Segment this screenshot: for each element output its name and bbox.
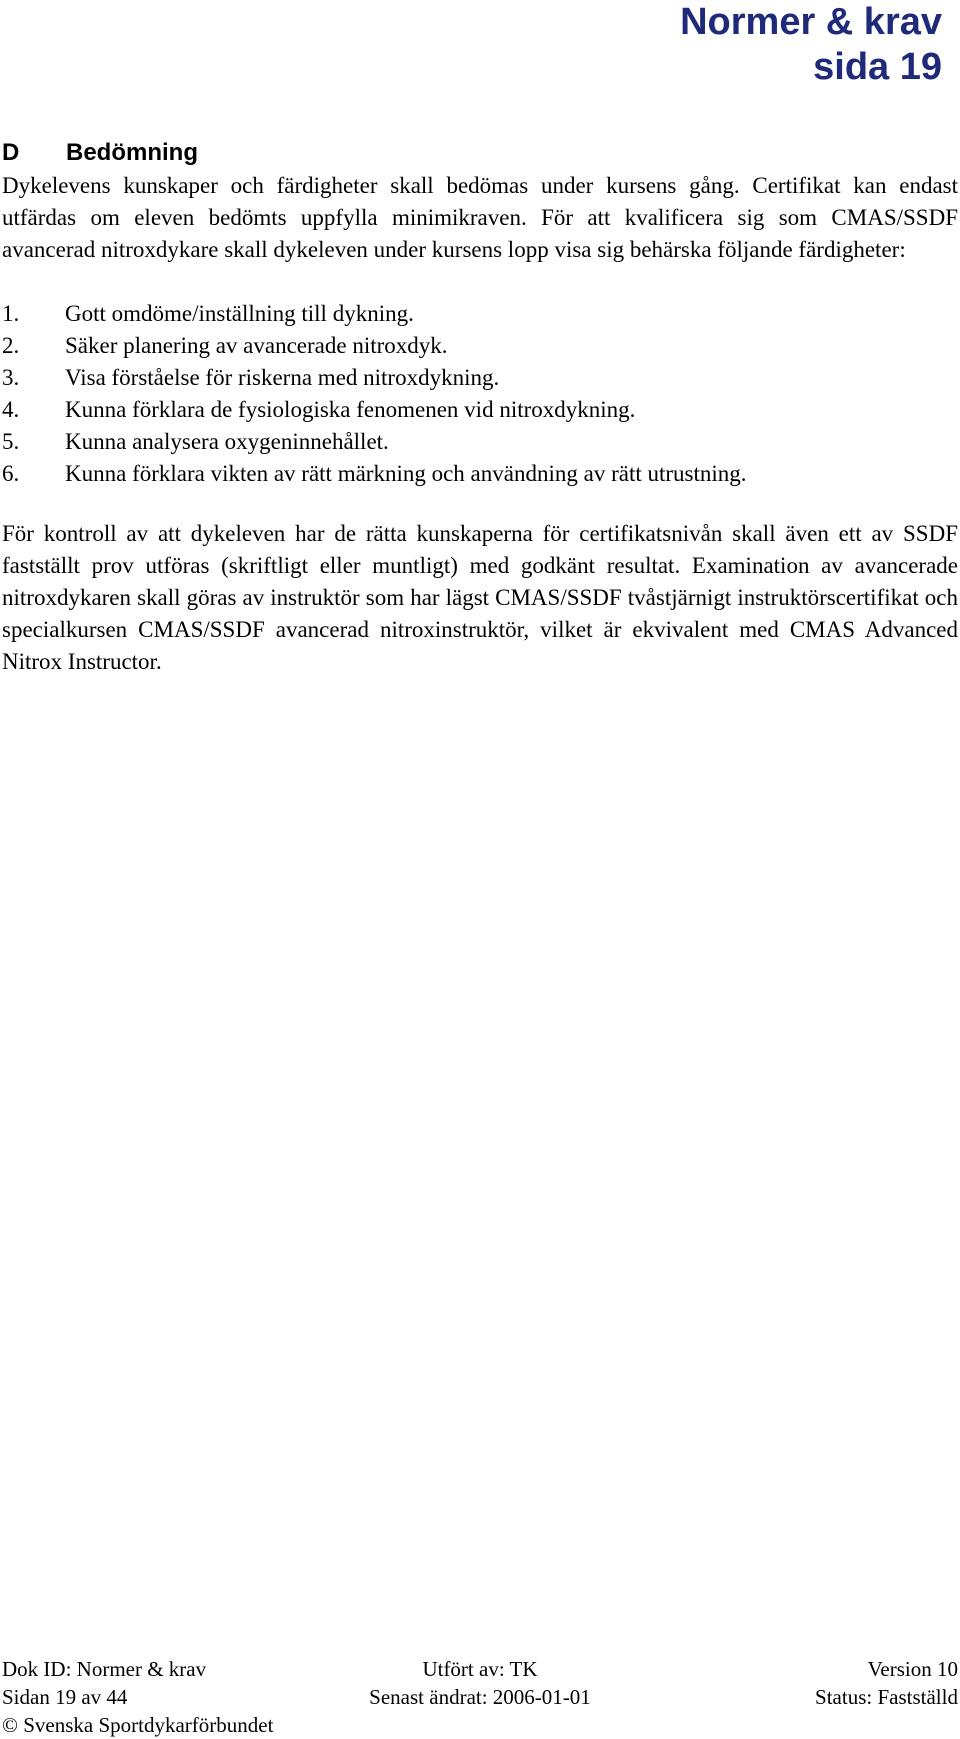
section-title: Bedömning <box>66 139 198 166</box>
list-item-number: 4. <box>2 397 20 422</box>
list-item-text: Visa förståelse för riskerna med nitroxdykning. <box>65 365 500 390</box>
list-item-number: 1. <box>2 301 20 326</box>
footer-row-2 <box>2 1683 958 1711</box>
footer-page: Sidan 19 av 44 <box>2 1685 128 1709</box>
list-item-text: Kunna förklara de fysiologiska fenomenen vid nitroxdykning. <box>65 397 636 422</box>
header-document-title: Normer & krav <box>680 1 942 43</box>
footer-performed-by: Utfört av: TK <box>422 1657 538 1681</box>
list-item-text: Kunna förklara vikten av rätt märkning och användning av rätt utrustning. <box>65 461 747 486</box>
footer-row-3 <box>2 1711 958 1739</box>
list-item <box>2 298 958 330</box>
section-heading <box>2 138 198 168</box>
footer-status: Status: Fastställd <box>815 1685 958 1709</box>
intro-paragraph: Dykelevens kunskaper och färdigheter skall bedömas under kursens gång. Certifikat kan endast utfärdas om eleven bedömts uppfylla minimikraven. För att kvalificera sig som CMAS/SSDF avancerad nitroxdykare skall dykeleven under kursens lopp visa sig behärska följande färdigheter: <box>2 173 958 262</box>
section-letter: D <box>2 139 20 166</box>
list-item <box>2 330 958 362</box>
footer-version: Version 10 <box>867 1657 958 1681</box>
footer-row-1 <box>2 1655 958 1683</box>
examination-paragraph: För kontroll av att dykeleven har de rätta kunskaperna för certifikatsnivån skall även ett av SSDF fastställt prov utföras (skriftligt eller muntligt) med godkänt resultat. Examination av avancerade nitroxdykaren skall göras av instruktör som har lägst CMAS/SSDF tvåstjärnigt instruktörscertifikat och specialkursen CMAS/SSDF avancerad nitroxinstruktör, vilket är ekvivalent med CMAS Advanced Nitrox Instructor. <box>2 521 958 674</box>
list-item-number: 3. <box>2 365 20 390</box>
list-item-text: Gott omdöme/inställning till dykning. <box>65 301 414 326</box>
list-item-text: Kunna analysera oxygeninnehållet. <box>65 429 389 454</box>
footer-copyright: © Svenska Sportdykarförbundet <box>2 1713 274 1737</box>
header-page-number: sida 19 <box>813 46 942 88</box>
page-header <box>680 0 942 90</box>
list-item <box>2 362 958 394</box>
list-item <box>2 426 958 458</box>
skills-list <box>2 298 958 490</box>
footer-last-changed: Senast ändrat: 2006-01-01 <box>369 1685 591 1709</box>
page-footer <box>2 1655 958 1739</box>
list-item-number: 5. <box>2 429 20 454</box>
list-item-text: Säker planering av avancerade nitroxdyk. <box>65 333 448 358</box>
list-item-number: 6. <box>2 461 20 486</box>
list-item <box>2 394 958 426</box>
list-item-number: 2. <box>2 333 20 358</box>
list-item <box>2 458 958 490</box>
footer-doc-id: Dok ID: Normer & krav <box>2 1657 207 1681</box>
